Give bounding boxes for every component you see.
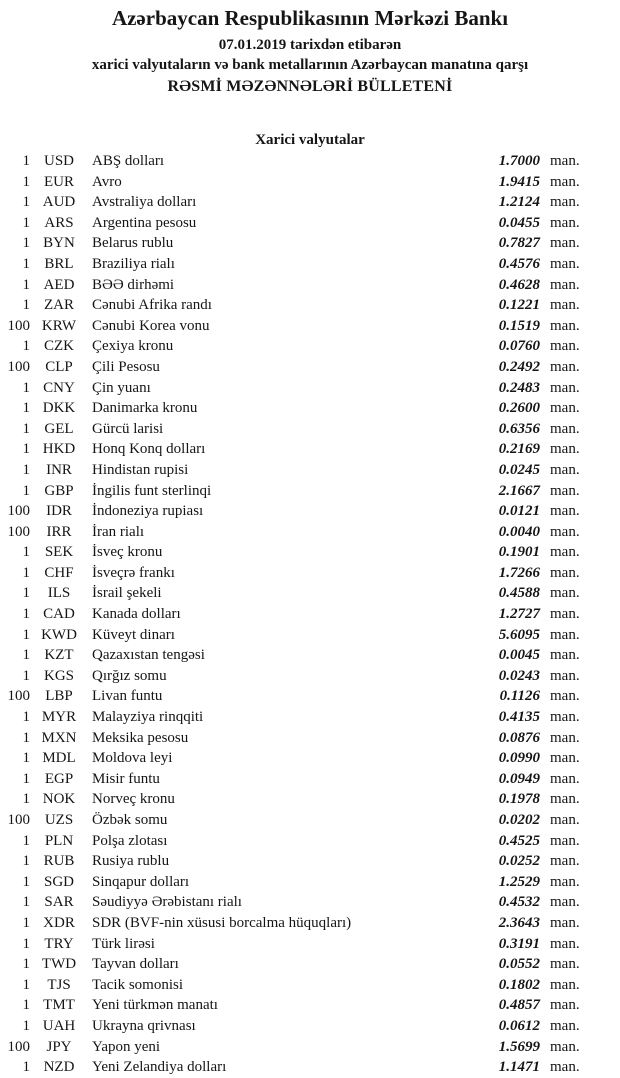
table-row <box>0 419 620 440</box>
currency-rate: 0.4532 <box>498 894 540 911</box>
currency-rate: 0.1901 <box>498 544 540 561</box>
currency-code: RUB <box>43 853 75 870</box>
currency-code: NOK <box>42 791 76 808</box>
currency-unit: man. <box>550 1017 580 1034</box>
currency-unit: man. <box>550 358 580 375</box>
table-row <box>0 707 620 728</box>
currency-quantity: 1 <box>22 153 30 169</box>
table-row <box>0 995 620 1016</box>
currency-quantity: 1 <box>22 832 30 849</box>
currency-code: KZT <box>44 647 74 664</box>
currency-code: JPY <box>46 1038 72 1055</box>
currency-name: Gürcü larisi <box>92 420 164 437</box>
currency-code: KWD <box>41 626 77 643</box>
currency-name: Yeni türkmən manatı <box>92 997 218 1014</box>
table-row <box>0 686 620 707</box>
currency-code: SAR <box>44 894 74 911</box>
currency-quantity: 1 <box>22 956 30 973</box>
currency-quantity: 1 <box>22 441 30 458</box>
currency-quantity: 1 <box>22 297 30 314</box>
table-row <box>0 913 620 934</box>
currency-unit: man. <box>550 214 580 231</box>
currency-quantity: 100 <box>7 317 30 334</box>
currency-quantity: 1 <box>22 667 30 684</box>
currency-code: CNY <box>43 379 75 396</box>
currency-code: NZD <box>43 1059 75 1076</box>
currency-name: İsveçrə frankı <box>92 564 175 581</box>
currency-rate: 5.6095 <box>498 626 540 643</box>
currency-name: Yapon yeni <box>92 1038 161 1055</box>
currency-name: Avro <box>92 173 122 190</box>
currency-quantity: 1 <box>22 606 30 623</box>
currency-name: Misir funtu <box>92 770 160 787</box>
currency-quantity: 1 <box>22 173 30 190</box>
currency-rate: 0.2600 <box>498 400 540 417</box>
currency-name: Çexiya kronu <box>92 338 174 355</box>
table-row <box>0 1057 620 1078</box>
currency-name: Hindistan rupisi <box>92 461 189 478</box>
currency-code: TWD <box>41 956 77 973</box>
currency-code: EGP <box>44 770 74 787</box>
currency-quantity: 1 <box>22 544 30 561</box>
table-row <box>0 892 620 913</box>
table-row <box>0 872 620 893</box>
table-row <box>0 934 620 955</box>
currency-code: GEL <box>44 420 74 437</box>
currency-name: ABŞ dolları <box>92 153 165 169</box>
currency-code: SEK <box>44 544 74 561</box>
currency-rate: 0.1802 <box>498 976 540 993</box>
currency-rate: 0.0040 <box>498 523 540 540</box>
currency-unit: man. <box>550 729 580 746</box>
currency-code: BYN <box>43 235 75 252</box>
currency-quantity: 100 <box>7 1038 30 1055</box>
table-row <box>0 954 620 975</box>
currency-quantity: 1 <box>22 400 30 417</box>
currency-unit: man. <box>550 935 580 952</box>
table-row <box>0 151 620 172</box>
currency-unit: man. <box>550 894 580 911</box>
currency-unit: man. <box>550 914 580 931</box>
currency-rate: 1.9415 <box>498 173 540 190</box>
currency-unit: man. <box>550 379 580 396</box>
currency-quantity: 1 <box>22 935 30 952</box>
currency-quantity: 1 <box>22 585 30 602</box>
currency-name: Qazaxıstan tengəsi <box>92 647 205 664</box>
currency-quantity: 1 <box>22 482 30 499</box>
currency-code: UZS <box>44 812 74 828</box>
currency-unit: man. <box>550 667 580 684</box>
currency-rate: 0.1221 <box>498 297 540 314</box>
currency-name: Danimarka kronu <box>92 400 198 417</box>
currency-quantity: 100 <box>7 523 30 540</box>
rates-table <box>0 151 620 1078</box>
currency-name: Belarus rublu <box>92 235 174 252</box>
currency-unit: man. <box>550 1038 580 1055</box>
currency-code: XDR <box>43 914 75 931</box>
currency-quantity: 1 <box>22 214 30 231</box>
currency-unit: man. <box>550 976 580 993</box>
currency-rate: 0.4628 <box>498 276 540 293</box>
currency-rate: 0.0552 <box>498 956 540 973</box>
currency-unit: man. <box>550 626 580 643</box>
table-row <box>0 728 620 749</box>
table-row <box>0 975 620 996</box>
currency-code: KRW <box>41 317 77 334</box>
currency-unit: man. <box>550 523 580 540</box>
currency-code: LBP <box>45 688 73 705</box>
currency-unit: man. <box>550 235 580 252</box>
currency-name: Cənubi Afrika randı <box>92 297 212 314</box>
currency-name: Yeni Zelandiya dolları <box>92 1059 227 1076</box>
currency-name: Polşa zlotası <box>92 832 168 849</box>
currency-name: Rusiya rublu <box>92 853 170 870</box>
currency-rate: 0.0045 <box>498 647 540 664</box>
table-row <box>0 604 620 625</box>
currency-rate: 0.1126 <box>499 688 540 705</box>
currency-code: MYR <box>41 709 77 726</box>
currency-unit: man. <box>550 297 580 314</box>
currency-code: AED <box>43 276 75 293</box>
currency-unit: man. <box>550 420 580 437</box>
currency-name: Çin yuanı <box>92 379 151 396</box>
currency-unit: man. <box>550 194 580 211</box>
currency-rate: 1.2727 <box>498 606 540 623</box>
currency-code: KGS <box>43 667 74 684</box>
currency-name: Avstraliya dolları <box>92 194 197 211</box>
currency-rate: 0.2492 <box>498 358 540 375</box>
currency-code: MDL <box>42 750 76 767</box>
table-row <box>0 254 620 275</box>
currency-unit: man. <box>550 750 580 767</box>
currency-unit: man. <box>550 255 580 272</box>
currency-quantity: 1 <box>22 235 30 252</box>
currency-rate: 2.1667 <box>498 482 540 499</box>
currency-rate: 0.2169 <box>498 441 540 458</box>
table-row <box>0 789 620 810</box>
currency-rate: 0.0252 <box>498 853 540 870</box>
currency-unit: man. <box>550 317 580 334</box>
currency-rate: 0.0760 <box>498 338 540 355</box>
currency-code: IDR <box>46 503 72 520</box>
table-row <box>0 748 620 769</box>
currency-rate: 0.0202 <box>498 812 540 828</box>
currency-rate: 2.3643 <box>498 914 540 931</box>
currency-name: Türk lirəsi <box>92 935 155 952</box>
bulletin-name: RƏSMİ MƏZƏNNƏLƏRİ BÜLLETENİ <box>167 78 453 95</box>
table-row <box>0 625 620 646</box>
table-row <box>0 810 620 831</box>
currency-code: MXN <box>41 729 77 746</box>
table-row <box>0 316 620 337</box>
table-row <box>0 398 620 419</box>
currency-name: İndoneziya rupiası <box>92 503 204 520</box>
currency-name: Meksika pesosu <box>92 729 189 746</box>
currency-unit: man. <box>550 956 580 973</box>
currency-unit: man. <box>550 564 580 581</box>
currency-quantity: 1 <box>22 461 30 478</box>
currency-unit: man. <box>550 647 580 664</box>
currency-rate: 1.7000 <box>498 153 540 169</box>
currency-rate: 0.0990 <box>498 750 540 767</box>
currency-unit: man. <box>550 544 580 561</box>
currency-name: Malayziya rinqqiti <box>92 709 204 726</box>
currency-code: ZAR <box>44 297 74 314</box>
currency-code: ILS <box>47 585 71 602</box>
currency-unit: man. <box>550 832 580 849</box>
currency-quantity: 1 <box>22 626 30 643</box>
currency-quantity: 1 <box>22 750 30 767</box>
currency-unit: man. <box>550 709 580 726</box>
currency-rate: 0.0245 <box>498 461 540 478</box>
currency-code: DKK <box>42 400 76 417</box>
table-row <box>0 563 620 584</box>
currency-code: TRY <box>44 935 74 952</box>
currency-rate: 0.2483 <box>498 379 540 396</box>
currency-rate: 0.4576 <box>498 255 540 272</box>
currency-rate: 0.6356 <box>498 420 540 437</box>
table-row <box>0 357 620 378</box>
currency-quantity: 1 <box>22 276 30 293</box>
currency-quantity: 1 <box>22 791 30 808</box>
currency-name: Qırğız somu <box>92 667 167 684</box>
currency-code: SGD <box>43 873 74 890</box>
bulletin-subtitle: xarici valyutaların və bank metallarının Azərbaycan manatına qarşı <box>91 57 529 73</box>
currency-name: İsrail şekeli <box>92 585 162 602</box>
currency-unit: man. <box>550 503 580 520</box>
section-title-foreign-currencies: Xarici valyutalar <box>255 132 365 148</box>
currency-quantity: 100 <box>7 503 30 520</box>
currency-quantity: 1 <box>22 894 30 911</box>
bulletin-header <box>0 0 620 97</box>
currency-unit: man. <box>550 441 580 458</box>
currency-rate: 0.0455 <box>498 214 540 231</box>
table-row <box>0 851 620 872</box>
table-row <box>0 336 620 357</box>
currency-unit: man. <box>550 585 580 602</box>
currency-unit: man. <box>550 812 580 828</box>
currency-quantity: 100 <box>7 812 30 828</box>
table-row <box>0 460 620 481</box>
currency-code: UAH <box>42 1017 76 1034</box>
currency-unit: man. <box>550 997 580 1014</box>
currency-unit: man. <box>550 338 580 355</box>
currency-rate: 0.0121 <box>498 503 540 520</box>
currency-code: USD <box>43 153 74 169</box>
currency-unit: man. <box>550 606 580 623</box>
table-row <box>0 645 620 666</box>
currency-rate: 1.1471 <box>498 1059 540 1076</box>
currency-code: CAD <box>43 606 75 623</box>
table-row <box>0 172 620 193</box>
table-row <box>0 275 620 296</box>
currency-code: IRR <box>46 523 72 540</box>
table-row <box>0 192 620 213</box>
currency-unit: man. <box>550 153 580 169</box>
currency-rate: 0.3191 <box>498 935 540 952</box>
table-row <box>0 501 620 522</box>
table-row <box>0 213 620 234</box>
currency-quantity: 1 <box>22 770 30 787</box>
currency-unit: man. <box>550 688 580 705</box>
currency-name: BƏƏ dirhəmi <box>92 276 175 293</box>
currency-rate: 0.0876 <box>498 729 540 746</box>
currency-name: Sinqapur dolları <box>92 873 190 890</box>
currency-rate: 0.0243 <box>498 667 540 684</box>
currency-unit: man. <box>550 461 580 478</box>
currency-code: CZK <box>44 338 74 355</box>
table-row <box>0 1016 620 1037</box>
table-row <box>0 295 620 316</box>
currency-name: Braziliya rialı <box>92 255 175 272</box>
currency-code: HKD <box>42 441 76 458</box>
currency-unit: man. <box>550 400 580 417</box>
currency-rate: 0.7827 <box>498 235 540 252</box>
currency-unit: man. <box>550 1059 580 1076</box>
table-row <box>0 1037 620 1058</box>
table-row <box>0 769 620 790</box>
currency-quantity: 1 <box>22 853 30 870</box>
currency-quantity: 1 <box>22 709 30 726</box>
currency-quantity: 1 <box>22 647 30 664</box>
table-row <box>0 542 620 563</box>
currency-rate: 0.4135 <box>498 709 540 726</box>
currency-quantity: 100 <box>7 358 30 375</box>
currency-code: PLN <box>44 832 74 849</box>
bank-title: Azərbaycan Respublikasının Mərkəzi Bankı <box>111 6 509 30</box>
currency-rate: 0.1978 <box>498 791 540 808</box>
currency-code: INR <box>46 461 72 478</box>
currency-rate: 0.0949 <box>498 770 540 787</box>
table-row <box>0 522 620 543</box>
currency-code: GBP <box>44 482 74 499</box>
currency-code: ARS <box>44 214 74 231</box>
currency-rate: 0.4588 <box>498 585 540 602</box>
currency-rate: 1.5699 <box>498 1038 540 1055</box>
currency-unit: man. <box>550 276 580 293</box>
table-row <box>0 481 620 502</box>
currency-quantity: 1 <box>22 194 30 211</box>
currency-rate: 0.4525 <box>498 832 540 849</box>
currency-name: Norveç kronu <box>92 791 175 808</box>
currency-code: CHF <box>44 564 74 581</box>
currency-unit: man. <box>550 791 580 808</box>
currency-quantity: 1 <box>22 873 30 890</box>
currency-quantity: 1 <box>22 997 30 1014</box>
currency-name: İran rialı <box>92 523 145 540</box>
currency-name: İsveç kronu <box>92 544 163 561</box>
currency-name: İngilis funt sterlinqi <box>92 482 212 499</box>
currency-code: AUD <box>42 194 76 211</box>
currency-name: Honq Konq dolları <box>92 441 206 458</box>
currency-name: Səudiyyə Ərəbistanı rialı <box>92 894 242 911</box>
currency-name: Cənubi Korea vonu <box>92 317 210 334</box>
currency-unit: man. <box>550 853 580 870</box>
currency-rate: 1.2529 <box>498 873 540 890</box>
currency-name: Ukrayna qrivnası <box>92 1017 196 1034</box>
currency-name: Kanada dolları <box>92 606 181 623</box>
currency-name: Moldova leyi <box>92 750 173 767</box>
currency-name: Özbək somu <box>92 812 168 828</box>
currency-code: CLP <box>45 358 73 375</box>
currency-name: Çili Pesosu <box>92 358 160 375</box>
currency-name: Tayvan dolları <box>92 956 179 973</box>
currency-quantity: 1 <box>22 1059 30 1076</box>
currency-quantity: 1 <box>22 338 30 355</box>
currency-name: Livan funtu <box>92 688 163 705</box>
currency-quantity: 1 <box>22 564 30 581</box>
currency-quantity: 1 <box>22 1017 30 1034</box>
table-row <box>0 666 620 687</box>
table-row <box>0 439 620 460</box>
currency-name: SDR (BVF-nin xüsusi borcalma hüquqları) <box>92 914 352 931</box>
currency-unit: man. <box>550 482 580 499</box>
currency-rate: 0.4857 <box>498 997 540 1014</box>
currency-quantity: 1 <box>22 379 30 396</box>
currency-quantity: 1 <box>22 729 30 746</box>
currency-rate: 1.2124 <box>498 194 540 211</box>
currency-code: TJS <box>47 976 71 993</box>
currency-quantity: 1 <box>22 255 30 272</box>
currency-rate: 0.1519 <box>498 317 540 334</box>
table-row <box>0 583 620 604</box>
table-row <box>0 233 620 254</box>
currency-quantity: 1 <box>22 914 30 931</box>
table-row <box>0 831 620 852</box>
currency-unit: man. <box>550 770 580 787</box>
currency-quantity: 1 <box>22 976 30 993</box>
currency-quantity: 1 <box>22 420 30 437</box>
currency-code: EUR <box>44 173 74 190</box>
currency-code: BRL <box>44 255 74 272</box>
currency-unit: man. <box>550 173 580 190</box>
effective-date-line: 07.01.2019 tarixdən etibarən <box>218 37 402 53</box>
currency-rate: 1.7266 <box>498 564 540 581</box>
currency-quantity: 100 <box>7 688 30 705</box>
table-row <box>0 378 620 399</box>
currency-name: Argentina pesosu <box>92 214 197 231</box>
currency-name: Küveyt dinarı <box>92 626 175 643</box>
currency-code: TMT <box>43 997 75 1014</box>
currency-unit: man. <box>550 873 580 890</box>
currency-rate: 0.0612 <box>498 1017 540 1034</box>
currency-name: Tacik somonisi <box>92 976 184 993</box>
